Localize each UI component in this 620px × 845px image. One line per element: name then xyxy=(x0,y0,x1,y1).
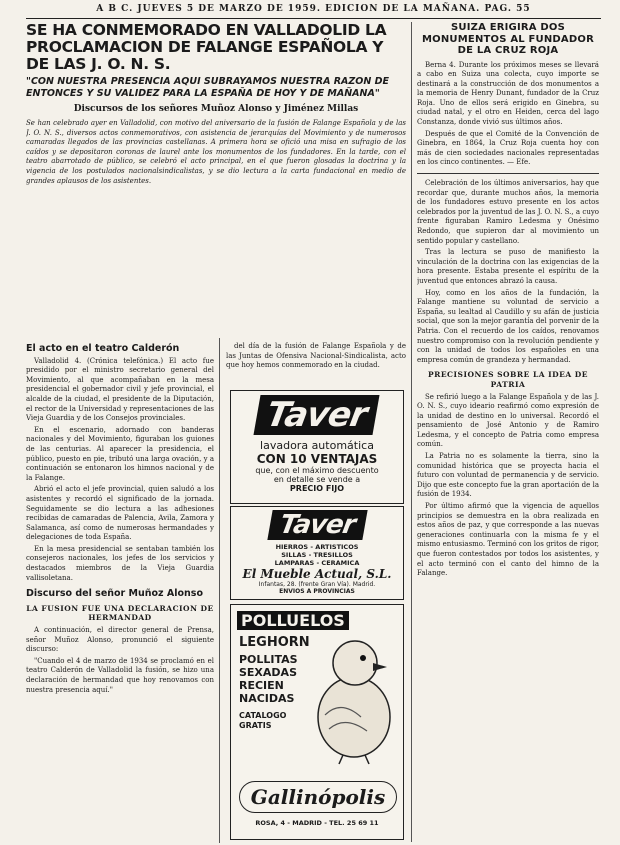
taver-ad-washer xyxy=(230,390,404,504)
right-column xyxy=(417,22,599,842)
taver-logo: Taver xyxy=(267,510,367,540)
ad-line: que, con el máximo descuento xyxy=(255,466,379,475)
main-deck: "CON NUESTRA PRESENCIA AQUI SUBRAYAMOS NUESTRA RAZON DE ENTONCES Y SU VALIDEZ PARA LA ESPAÑA DE HOY Y DE MAÑANA" xyxy=(26,76,389,99)
ad-line: NACIDAS xyxy=(239,692,295,705)
paragraph: Abrió el acto el jefe provincial, quien saludó a los asistentes y recordó el significado de la jornada. Seguidamente se dio lectura a las adhesiones recibidas de camaradas de Palencia, Avila, Zamora y Salamanca, así como de numerosas hermandades y delegaciones de toda España. xyxy=(26,485,214,542)
chick-illustration xyxy=(311,625,397,765)
paragraph: Por último afirmó que la vigencia de aquellos principios se demuestra en la obra realizada en estos años de paz, y que corresponde a las nuevas generaciones continuarla con la misma fe y el mismo entusiasmo. Terminó con los gritos de rigor, que fueron contestados por todos los asistentes, y el acto terminó con el canto del himno de la Falange. xyxy=(417,502,599,578)
paragraph: Hoy, como en los años de la fundación, la Falange mantiene su voluntad de servicio a España, su lealtad al Caudillo y su afán de justicia social, que son la mejor garantía del porvenir de la Patria. Con el recuerdo de los caídos, renovamos nuestro compromiso con la revolución pendiente y con la unidad de todos los españoles en una empresa común de grandeza y hermandad. xyxy=(417,288,599,364)
paragraph: Valladolid 4. (Crónica telefónica.) El acto fue presidido por el ministro secretario general del Movimiento, al que acompañaban en la mesa presidencial el gobernador civil y jefe provincial, el alcalde de la ciudad, el presidente de la Diputación, el rector de la Universidad y representaciones de las Vieja Guardia y de los Consejos provinciales. xyxy=(26,356,214,423)
paragraph: Se refirió luego a la Falange Española y de las J. O. N. S., cuyo ideario reafirmó como expresión de la unidad de destino en lo universal. Recordó el pensamiento de José Antonio y de Ramiro Ledesma, y el concepto de Patria como empresa común. xyxy=(417,392,599,449)
column-divider xyxy=(219,338,220,843)
paragraph: del día de la fusión de Falange Española y de las Juntas de Ofensiva Nacional-Sindicalista, acto que hoy hemos conmemorado en la ciudad. xyxy=(226,342,406,370)
ad-line: CON 10 VENTAJAS xyxy=(256,452,378,466)
ad-envios: ENVIOS A PROVINCIAS xyxy=(279,588,355,595)
ad-line: RECIEN xyxy=(239,679,284,692)
ad-line: CATALOGO xyxy=(239,711,287,720)
page-header: A B C. JUEVES 5 DE MARZO DE 1959. EDICION DE LA MAÑANA. PAG. 55 xyxy=(26,4,601,19)
ad-line: LEGHORN xyxy=(239,635,310,650)
ad-line: lavadora automática xyxy=(260,439,374,452)
cruz-roja-headline: SUIZA ERIGIRA DOS MONUMENTOS AL FUNDADOR DE LA CRUZ ROJA xyxy=(422,22,594,56)
main-headline: SE HA CONMEMORADO EN VALLADOLID LA PROCLAMACION DE FALANGE ESPAÑOLA Y DE LAS J. O. N. S. xyxy=(26,22,387,73)
ad-line: PRECIO FIJO xyxy=(289,484,345,493)
gallinopolis-logo: Gallinópolis xyxy=(239,781,397,813)
section-subtitle-hermandad: LA FUSION FUE UNA DECLARACION DE HERMANDAD xyxy=(26,603,214,623)
main-byline: Discursos de los señores Muñoz Alonso y Jiménez Millas xyxy=(73,104,359,114)
ad-line: POLLITAS xyxy=(239,653,298,666)
gallinopolis-ad xyxy=(230,604,404,840)
column-divider xyxy=(411,22,412,842)
ad-title: POLLUELOS xyxy=(237,611,349,630)
divider xyxy=(417,173,599,174)
ad-line: LAMPARAS - CERAMICA xyxy=(274,559,360,567)
mid-continuation xyxy=(226,342,406,382)
ad-line: en detalle se vende a xyxy=(273,475,361,484)
ad-line: SILLAS - TRESILLOS xyxy=(281,551,353,559)
ad-line: GRATIS xyxy=(239,721,272,730)
main-lede: Se han celebrado ayer en Valladolid, con motivo del aniversario de la fusión de Falange Española y de las J. O. N. S., diversos actos conmemorativos, con asistencia de jerarquías del Movimiento y de numerosos camaradas llegados de las provincias castellanas. A primera hora se ofició una misa en sufragio de los caídos y se depositaron coronas de laurel ante los monumentos de los fundadores. En la tarde, con el teatro abarrotado de público, se celebró el acto principal, en el que fueron glosadas la doctrina y la vigencia de los postulados nacionalsindicalistas, y se dio lectura a la carta fundacional en medio de grandes aplausos de los asistentes. xyxy=(26,119,406,185)
section-title-calderon: El acto en el teatro Calderón xyxy=(26,343,180,354)
ad-address: Infantas, 28. (frente Gran Vía). Madrid. xyxy=(258,581,376,588)
paragraph: Berna 4. Durante los próximos meses se llevará a cabo en Suiza una colecta, cuyo importe se destinará a la construcción de dos monumentos a la memoria de Henry Dunant, fundador de la Cruz Roja. Uno de ellos será erigido en Ginebra, su ciudad natal, y el otro en Heiden, cerca del lago Constanza, donde vivió sus últimos años. xyxy=(417,60,599,127)
paragraph: En el escenario, adornado con banderas nacionales y del Movimiento, figuraban los guiones de las centurias. Al aparecer la presidencia, el público, puesto en pie, tributó una larga ovación, y a continuación se entonaron los himnos nacional y de la Falange. xyxy=(26,425,214,482)
paragraph: La Patria no es solamente la tierra, sino la comunidad histórica que se proyecta hacia el futuro con voluntad de permanencia y de servicio. Dijo que este concepto fue la gran aportación de la fusión de 1934. xyxy=(417,452,599,499)
paragraph: En la mesa presidencial se sentaban también los consejeros nacionales, los jefes de los servicios y destacados miembros de la Vieja Guardia vallisoletana. xyxy=(26,544,214,582)
section-subtitle-patria: PRECISIONES SOBRE LA IDEA DE PATRIA xyxy=(427,370,589,389)
taver-logo: Taver xyxy=(254,395,380,435)
paragraph: Tras la lectura se puso de manifiesto la vinculación de la doctrina con las exigencias de la hora presente. Estaba presente el espíritu de la juventud que entonces abrazó la causa. xyxy=(417,248,599,285)
ad-line: HIERROS - ARTISTICOS xyxy=(275,543,359,551)
paragraph: Celebración de los últimos aniversarios, hay que recordar que, durante muchos años, la memoria de los fundadores estuvo presente en los actos celebrados por la juventud de las J. O. N. S., a cuyo frente figuraban Ramiro Ledesma y Onésimo Redondo, que supieron dar al movimiento un sentido popular y castellano. xyxy=(417,179,599,245)
paragraph: Después de que el Comité de la Convención de Ginebra, en 1864, la Cruz Roja cuenta hoy con más de cien sociedades nacionales representadas en los cinco continentes. — Efe. xyxy=(417,129,599,167)
main-article xyxy=(26,22,406,332)
taver-ad-furniture xyxy=(230,506,404,600)
section-title-munoz: Discurso del señor Muñoz Alonso xyxy=(26,588,203,600)
paragraph: A continuación, el director general de Prensa, señor Muñoz Alonso, pronunció el siguiente discurso: xyxy=(26,626,214,654)
main-col-left xyxy=(26,338,214,843)
ad-line: SEXADAS xyxy=(239,666,297,679)
ad-script: El Mueble Actual, S.L. xyxy=(242,567,392,581)
ad-footer: ROSA, 4 - MADRID - TEL. 25 69 11 xyxy=(255,819,379,827)
paragraph: "Cuando el 4 de marzo de 1934 se proclamó en el teatro Calderón de Valladolid la fusión, se hizo una declaración de hermandad que hoy renovamos con nuestra presencia aquí." xyxy=(26,656,214,694)
